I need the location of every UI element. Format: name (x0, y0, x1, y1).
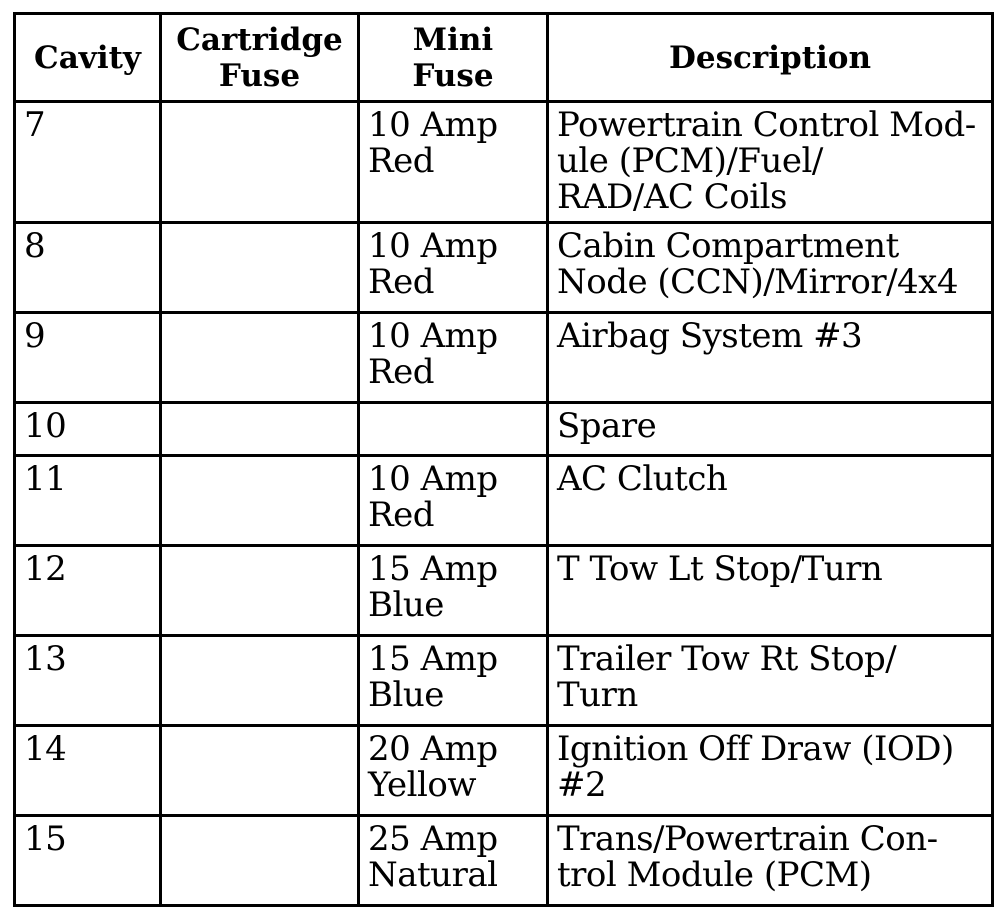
mini-fuse-cell (359, 403, 548, 456)
cavity-cell: 11 (15, 456, 161, 546)
mini-fuse-cell: 10 Amp Red (359, 456, 548, 546)
table-row (15, 102, 993, 223)
description-cell: Airbag System #3 (548, 313, 993, 403)
table-row (15, 816, 993, 906)
description-cell: T Tow Lt Stop/Turn (548, 546, 993, 636)
table-row (15, 726, 993, 816)
cavity-cell: 9 (15, 313, 161, 403)
cartridge-cell (161, 313, 359, 403)
table-row (15, 403, 993, 456)
header-cavity: Cavity (15, 14, 161, 102)
cartridge-cell (161, 726, 359, 816)
mini-fuse-cell: 10 Amp Red (359, 223, 548, 313)
mini-fuse-cell: 10 Amp Red (359, 313, 548, 403)
cavity-cell: 14 (15, 726, 161, 816)
header-row (15, 14, 993, 102)
mini-fuse-cell: 15 Amp Blue (359, 546, 548, 636)
description-cell: Cabin Compartment Node (CCN)/Mirror/4x4 (548, 223, 993, 313)
description-cell: AC Clutch (548, 456, 993, 546)
table-row (15, 223, 993, 313)
cavity-cell: 15 (15, 816, 161, 906)
description-cell: Trans/Powertrain Con- trol Module (PCM) (548, 816, 993, 906)
header-cartridge-fuse: Cartridge Fuse (161, 14, 359, 102)
mini-fuse-cell: 25 Amp Natural (359, 816, 548, 906)
cartridge-cell (161, 223, 359, 313)
cavity-cell: 7 (15, 102, 161, 223)
table-row (15, 546, 993, 636)
description-cell: Ignition Off Draw (IOD) #2 (548, 726, 993, 816)
header-description: Description (548, 14, 993, 102)
cavity-cell: 8 (15, 223, 161, 313)
mini-fuse-cell: 15 Amp Blue (359, 636, 548, 726)
cavity-cell: 10 (15, 403, 161, 456)
table-row (15, 456, 993, 546)
cartridge-cell (161, 546, 359, 636)
cartridge-cell (161, 816, 359, 906)
cartridge-cell (161, 403, 359, 456)
cartridge-cell (161, 456, 359, 546)
table-row (15, 313, 993, 403)
description-cell: Trailer Tow Rt Stop/ Turn (548, 636, 993, 726)
mini-fuse-cell: 10 Amp Red (359, 102, 548, 223)
fuse-table (13, 12, 994, 907)
cartridge-cell (161, 636, 359, 726)
cavity-cell: 12 (15, 546, 161, 636)
mini-fuse-cell: 20 Amp Yellow (359, 726, 548, 816)
table-row (15, 636, 993, 726)
description-cell: Powertrain Control Mod- ule (PCM)/Fuel/ RAD/AC Coils (548, 102, 993, 223)
description-cell: Spare (548, 403, 993, 456)
cartridge-cell (161, 102, 359, 223)
header-mini-fuse: Mini Fuse (359, 14, 548, 102)
cavity-cell: 13 (15, 636, 161, 726)
